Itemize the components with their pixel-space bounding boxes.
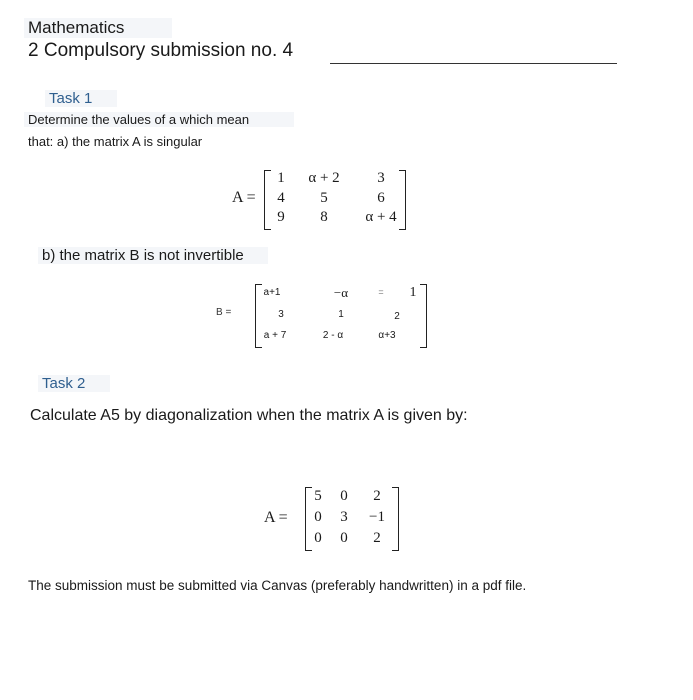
task1-intro-line1: Determine the values of a which mean	[24, 112, 294, 127]
matrix-a-label: A =	[232, 189, 256, 206]
matrix-cell: 5	[320, 190, 328, 206]
matrix-right-bracket	[399, 170, 406, 230]
matrix-b-label: B =	[216, 307, 232, 318]
matrix-cell: 3	[278, 309, 284, 320]
matrix-cell: 0	[314, 509, 322, 525]
task1-part-b: b) the matrix B is not invertible	[38, 247, 268, 264]
matrix-cell: 2	[373, 488, 381, 504]
matrix-cell: a+1	[263, 287, 281, 298]
matrix-left-bracket	[255, 284, 262, 348]
matrix-cell: 0	[340, 488, 348, 504]
matrix-cell: 1	[409, 285, 417, 300]
matrix-cell: −α	[333, 285, 349, 300]
submission-note: The submission must be submitted via Canvas (preferably handwritten) in a pdf file.	[28, 578, 527, 593]
matrix-cell: a + 7	[263, 330, 287, 341]
matrix-left-bracket	[264, 170, 271, 230]
matrix-cell: 0	[314, 530, 322, 546]
title-underline	[330, 63, 617, 64]
matrix-cell: =	[378, 287, 384, 297]
matrix-cell: 8	[320, 209, 328, 225]
task1-intro-line2: that: a) the matrix A is singular	[28, 134, 203, 149]
matrix-cell: 4	[277, 190, 285, 206]
matrix-cell: 3	[340, 509, 348, 525]
matrix-cell: 2	[373, 530, 381, 546]
task1-heading: Task 1	[45, 90, 117, 107]
matrix-cell: 3	[377, 170, 385, 186]
matrix-left-bracket	[305, 487, 312, 551]
matrix-a-label: A =	[264, 509, 288, 526]
course-name: Mathematics	[24, 18, 172, 38]
matrix-cell: 1	[277, 170, 285, 186]
matrix-right-bracket	[392, 487, 399, 551]
matrix-cell: 1	[338, 309, 344, 320]
matrix-cell: 9	[277, 209, 285, 225]
matrix-right-bracket	[420, 284, 427, 348]
matrix-cell: 5	[314, 488, 322, 504]
matrix-cell: α+3	[378, 330, 396, 341]
matrix-cell: α + 4	[365, 209, 397, 225]
matrix-cell: 0	[340, 530, 348, 546]
matrix-cell: 2	[394, 311, 400, 322]
task2-heading: Task 2	[38, 375, 110, 392]
matrix-cell: 6	[377, 190, 385, 206]
matrix-cell: 2 - α	[322, 330, 344, 341]
page-title: 2 Compulsory submission no. 4	[28, 40, 294, 61]
task2-instruction: Calculate A5 by diagonalization when the matrix A is given by:	[30, 407, 468, 424]
matrix-cell: −1	[369, 509, 385, 525]
matrix-cell: α + 2	[308, 170, 340, 186]
